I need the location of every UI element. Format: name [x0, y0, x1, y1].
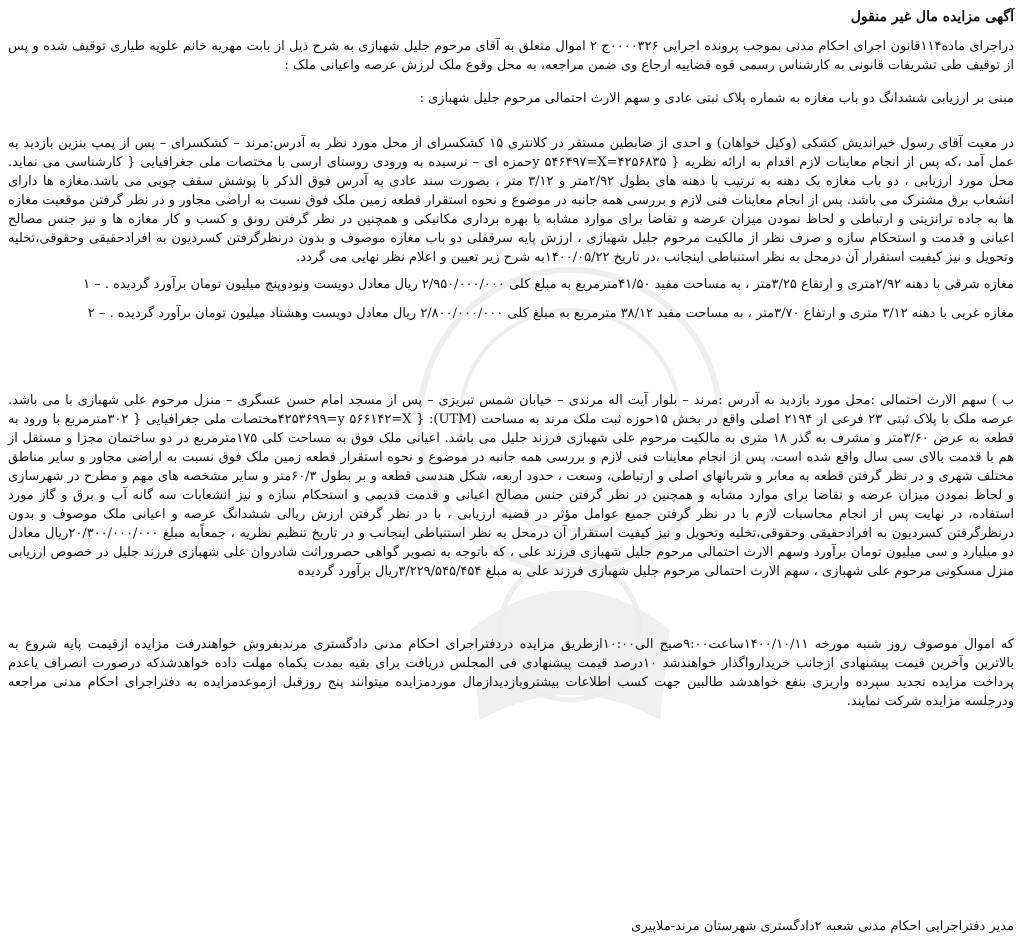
basis-paragraph: مبنی بر ارزیابی ششدانگ دو باب مغازه به شماره پلاک ثبتی عادی و سهم الارث احتمالی مرحوم جلیل شهبازی : [419, 91, 1014, 106]
shop-west-item: مغازه غربی با دهنه ۳/۱۲ متری و ارتفاع ۳/۷۰متر ، به مساحت مفید ۳۸/۱۲ مترمربع به مبلغ کلی ۲/۸۰۰/۰۰۰/۰۰۰ ریال معادل دویست وهشتاد میلیون تومان برآورد گردیده . – ۲ [87, 306, 1014, 321]
notice-title: آگهی مزایده مال غیر منقول [850, 9, 1014, 25]
notice-document [8, 4, 1014, 940]
signature-line: مدیر دفتراجرایی احکام مدنی شعبه ۲دادگستری شهرستان مرند-ملاپیری [631, 919, 1014, 934]
section-b-paragraph: ب ) سهم الارث احتمالی :محل مورد بازدید به آدرس :مرند – بلوار آیت اله مرندی – خیابان شمس تبریزی – پس از مسجد امام حسن عسگری – منزل مرحوم علی شهبازی با می باشد. عرصه ملک با پلاک ثبتی ۲۳ فرعی از ۲۱۹۴ اصلی واقع در بخش ۱۵حوزه ثبت ملک مرند به مساحت (UTM): { ۴۲۵۳۶۹۹=y ۵۶۶۱۴۲=Xمختصات ملی جغرافیایی { ۳۰۲مترمربع با ورود به قطعه به عرض ۳/۶۰متر و مشرف به گذر ۱۸ متری به مالکیت مرحوم علی شهبازی فرزند جلیل می باشد. اعیانی ملک فوق به مساحت کلی ۱۷۵مترمربع در دو ساختمان مجزا و مستقل از هم با قدمت بالای سی سال واقع شده است. پس از انجام معاینات فنی لازم و بررسی همه جانبه در موضوع و نحوه استقرار قطعه زمین ملک فوق نسبت به اراضی مجاور و سایر مناطق مختلف شهری و در نظر گرفتن قطعه به معابر و شریانهای اصلی و ارتباطی، وسعت ، حدود اربعه، شکل هندسی قطعه و بر بطول ۶۰/۳متر و سایر مشخصه های مهم و مطرح در شهرسازی و لحاظ نمودن میزان عرضه و تقاضا برای موارد مشابه و همچنین در نظر گرفتن جنس مصالح اعیانی و قدمت قدیمی و استحکام سازه و نیز انشعابات سه گانه آب و برق و گاز مورد استفاده، در نهایت پس از انجام محاسبات لازم با در نظر گرفتن جمیع عوامل مؤثر در قضیه ارزیابی ، با در نظر گرفتن ارزش ریالی ششدانگ عرصه و اعیانی ملک موصوف و بدون درنظرگرفتن کسردیون به افرادحقیقی وحقوقی،تخلیه وتحویل و نیز کیفیت استقرار آن درمحل به نظر استنباطی اینجانب و در تاریخ تنظیم نظریه ، جمعاًبه مبلغ ۲۰/۳۰۰/۰۰۰/۰۰۰ریال معادل دو میلیارد و سی میلیون تومان برآورد وسهم الارث احتمالی مرحوم جلیل شهبازی فرزند علی ، که باتوجه به تصویر گواهی حصروراثت شادروان علی شهبازی فرزند جلیل در خصوص ارزیابی منزل مسکونی مرحوم علی شهبازی ، سهم الارث احتمالی مرحوم جلیل شهبازی فرزند علی به مبلغ ۳/۲۲۹/۵۴۵/۴۵۴ریال برآورد گردیده [8, 393, 1014, 579]
auction-paragraph: که اموال موصوف روز شنبه مورخه ۱۴۰۰/۱۰/۱۱ساعت۹:۰۰صبح الی۱۰:۰۰ازطریق مزایده دردفتراجرای احکام مدنی دادگستری مرندبفروش خواهندرفت مزایده ازقیمت پایه شروع به بالاترین وآخرین قیمت پیشنهادی ازجانب خریدارواگذار خواهندشد ۱۰درصد قیمت پیشنهادی فی المجلس دریافت برای بقیه بمدت یکماه مهلت داده خواهدشدکه درصورت انصراف یاعدم پرداخت مزایده تجدید سپرده واریزی بنفع خواهدشد طالبین جهت کسب اطلاعات بیشتروبازدیدازمال موردمزایده میتوانند پنج روزقبل ازموعدمزایده به دفتراجرای احکام مدنی مراجعه ودرجلسه مزایده شرکت نمایند. [8, 637, 1014, 709]
section-a-paragraph: در معیت آقای رسول خیراندیش کشکی (وکیل خواهان) و احدی از ضابطین مستقر در کلانتری ۱۵ کشکسرای از محل مورد نظر به آدرس:مرند – کشکسرای – پس از پمپ بنزین بازدید به عمل آمد ،که پس از انجام معاینات لازم اقدام به ارائه نظریه { ۴۲۵۶۸۳۵=y ۵۴۶۴۹۷=Xحمزه ای – نرسیده به ورودی روستای ارسی با مختصات ملی جغرافیایی { کارشناسی می نماید. محل مورد ارزیابی ، دو باب مغازه یک دهنه به ترتیب با دهنه های بطول ۲/۹۲متر و ۳/۱۲ متر ، بصورت سند عادی به آدرس فوق الذکر با پوشش سقف چوبی می باشد.مغازه ها دارای انشعاب برق مشترک می باشد. پس از انجام معاینات فنی لازم و بررسی همه جانبه در موضوع و نحوه استقرار قطعه زمین ملک فوق نسبت به اراضی مجاور و در نظر گرفتن موقعیت مغازه ها به جاده ترانزیتی و ارتباطی و لحاظ نمودن میزان عرضه و تقاضا برای موارد مشابه با بهره برداری مکانیکی و همچنین در نظر گرفتن رونق و کسب و کار مغازه ها و نیز جنس مصالح اعیانی و قدمت و استحکام سازه و صرف نظر از مالکیت مرحوم جلیل شهبازی ، ارزش پایه سرقفلی دو باب مغازه موصوف و بدون درنظرگرفتن کسردیون به افرادحقیقی وحقوقی،تخلیه وتحویل و نیز کیفیت استقرار آن درمحل به نظر استنباطی اینجانب ،در تاریخ ۱۴۰۰/۰۵/۲۲به شرح زیر تعیین و اعلام نظر نهایی می گردد. [8, 136, 1015, 265]
intro-paragraph: دراجرای ماده۱۱۴قانون اجرای احکام مدنی بموجب پرونده اجرایی ۰۰۰۰۳۲۶ج ۲ اموال متعلق به آقای مرحوم جلیل شهبازی به شرح ذیل از بابت مهریه خانم علویه طیاری توقیف شده و پس از توقیف طی تشریفات قانونی به کارشناس رسمی قوه قضاییه ارجاع وی ضمن مراجعه، به محل وقوع ملک لرزش عرصه واعیانی ملک : [8, 39, 1014, 73]
shop-east-item: مغازه شرقی با دهنه ۲/۹۲متری و ارتفاع ۳/۲۵متر ، به مساحت مفید ۴۱/۵۰مترمربع به مبلغ کلی ۲/۹۵۰/۰۰۰/۰۰۰ ریال معادل دویست ونودوپنج میلیون تومان برآورد گردیده . – ۱ [83, 277, 1014, 292]
